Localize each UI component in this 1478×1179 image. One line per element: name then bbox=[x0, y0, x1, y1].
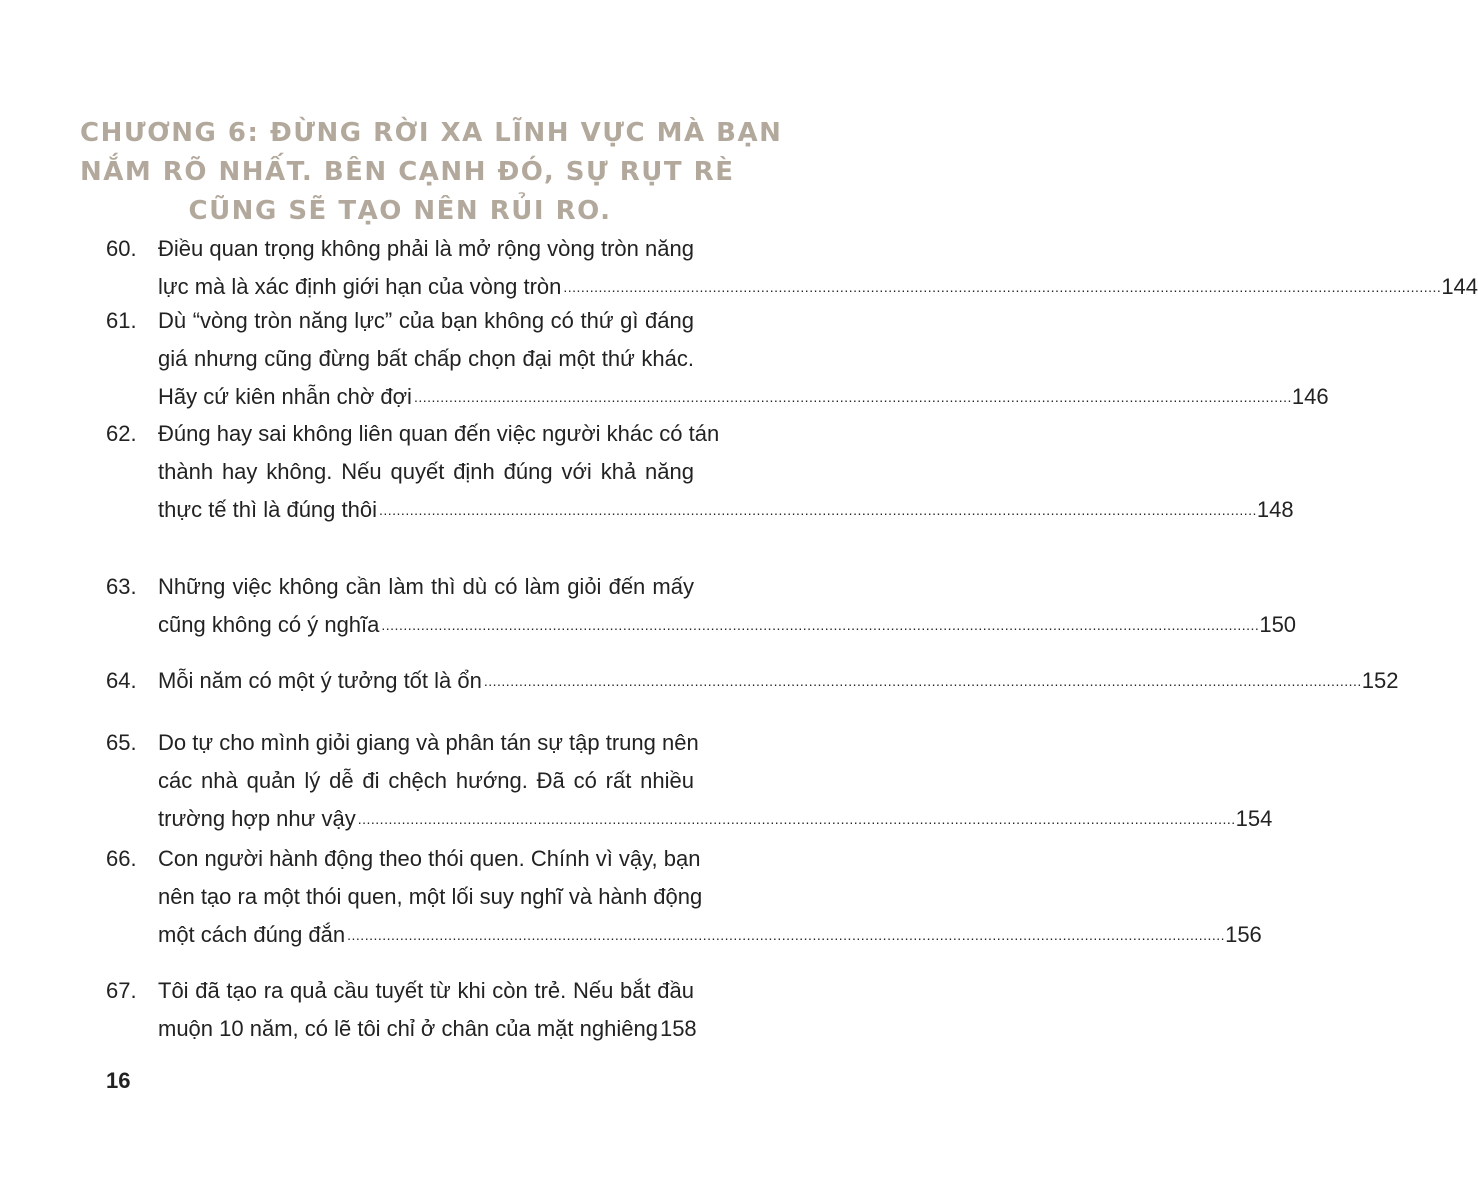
toc-entry-page: 152 bbox=[1361, 668, 1399, 693]
toc-entry-line: Tôi đã tạo ra quả cầu tuyết từ khi còn trẻ. Nếu bắt đầu bbox=[158, 978, 694, 1003]
toc-entry-page: 150 bbox=[1259, 612, 1297, 637]
leader-dots: ........................................................................................................................................................................................................ bbox=[378, 502, 1257, 518]
toc-entry-number: 62. bbox=[106, 421, 137, 446]
toc-entry-text bbox=[158, 840, 1262, 954]
toc-entry-line: Dù “vòng tròn năng lực” của bạn không có thứ gì đáng bbox=[158, 308, 694, 333]
toc-entry-line bbox=[158, 800, 1273, 838]
toc-entry-text bbox=[158, 662, 1399, 700]
toc-entry-line bbox=[158, 491, 1294, 529]
toc-entry-line-text: muộn 10 năm, có lẽ tôi chỉ ở chân của mặt nghiêng bbox=[158, 1016, 658, 1041]
chapter-title-line: CHƯƠNG 6: ĐỪNG RỜI XA LĨNH VỰC MÀ BẠN bbox=[80, 118, 783, 148]
toc-entry-number: 64. bbox=[106, 668, 137, 693]
toc-entry-text bbox=[158, 568, 1297, 644]
toc-entry-page: 158 bbox=[659, 1016, 697, 1041]
leader-dots: ........................................................................................................................................................................................................ bbox=[357, 811, 1236, 827]
toc-entry-line-text: thực tế thì là đúng thôi bbox=[158, 497, 377, 522]
toc-entry-line: Điều quan trọng không phải là mở rộng vòng tròn năng bbox=[158, 236, 694, 261]
toc-entry-line: Những việc không cần làm thì dù có làm giỏi đến mấy bbox=[158, 574, 694, 599]
toc-entry-line-text: cũng không có ý nghĩa bbox=[158, 612, 380, 637]
toc-entry-line-text: Hãy cứ kiên nhẫn chờ đợi bbox=[158, 384, 412, 409]
toc-entry-line bbox=[158, 662, 1399, 700]
toc-entry-text bbox=[158, 230, 1478, 306]
toc-entry-text bbox=[158, 302, 1329, 416]
toc-entry-page: 144 bbox=[1441, 274, 1478, 299]
toc-entry-number: 60. bbox=[106, 236, 137, 261]
toc-entry-line bbox=[158, 378, 1329, 416]
toc-entry-number: 63. bbox=[106, 574, 137, 599]
toc-entry-number: 61. bbox=[106, 308, 137, 333]
leader-dots: ........................................................................................................................................................................................................ bbox=[381, 617, 1260, 633]
toc-entry-page: 156 bbox=[1225, 922, 1262, 947]
toc-entry-line-text: trường hợp như vậy bbox=[158, 806, 356, 831]
toc-entry-line-text: lực mà là xác định giới hạn của vòng tròn bbox=[158, 274, 562, 299]
leader-dots: ........................................................................................................................................................................................................ bbox=[483, 673, 1362, 689]
toc-entry-line bbox=[158, 1010, 697, 1048]
toc-entry-number: 67. bbox=[106, 978, 137, 1003]
toc-entry-number: 65. bbox=[106, 730, 137, 755]
toc-entry-line: Đúng hay sai không liên quan đến việc người khác có tán bbox=[158, 421, 720, 446]
toc-entry-text bbox=[158, 972, 697, 1048]
toc-entry-line: nên tạo ra một thói quen, một lối suy nghĩ và hành động bbox=[158, 884, 703, 909]
chapter-title-line: CŨNG SẼ TẠO NÊN RỦI RO. bbox=[188, 196, 612, 226]
leader-dots: ........................................................................................................................................................................................................ bbox=[563, 279, 1442, 295]
chapter-title bbox=[80, 114, 783, 231]
page-number: 16 bbox=[106, 1068, 131, 1093]
toc-entry-line bbox=[158, 268, 1478, 306]
toc-entry-line-text: một cách đúng đắn bbox=[158, 922, 346, 947]
toc-entry-line: thành hay không. Nếu quyết định đúng với khả năng bbox=[158, 459, 694, 484]
leader-dots: ........................................................................................................................................................................................................ bbox=[347, 927, 1226, 943]
toc-entry-line: Con người hành động theo thói quen. Chính vì vậy, bạn bbox=[158, 846, 701, 871]
toc-entry-line: Do tự cho mình giỏi giang và phân tán sự tập trung nên bbox=[158, 730, 699, 755]
toc-entry-line: các nhà quản lý dễ đi chệch hướng. Đã có rất nhiều bbox=[158, 768, 694, 793]
toc-entry-line bbox=[158, 606, 1297, 644]
toc-entry-page: 146 bbox=[1291, 384, 1329, 409]
toc-entry-text bbox=[158, 724, 1273, 838]
toc-entry-line-text: Mỗi năm có một ý tưởng tốt là ổn bbox=[158, 668, 482, 693]
toc-entry-text bbox=[158, 415, 1294, 529]
toc-entry-page: 148 bbox=[1256, 497, 1294, 522]
leader-dots: ........................................................................................................................................................................................................ bbox=[413, 389, 1292, 405]
toc-entry-line: giá nhưng cũng đừng bất chấp chọn đại một thứ khác. bbox=[158, 346, 694, 371]
toc-entry-line bbox=[158, 916, 1262, 954]
chapter-title-line: NẮM RÕ NHẤT. BÊN CẠNH ĐÓ, SỰ RỤT RÈ bbox=[80, 157, 735, 187]
toc-entry-number: 66. bbox=[106, 846, 137, 871]
toc-entry-page: 154 bbox=[1235, 806, 1273, 831]
